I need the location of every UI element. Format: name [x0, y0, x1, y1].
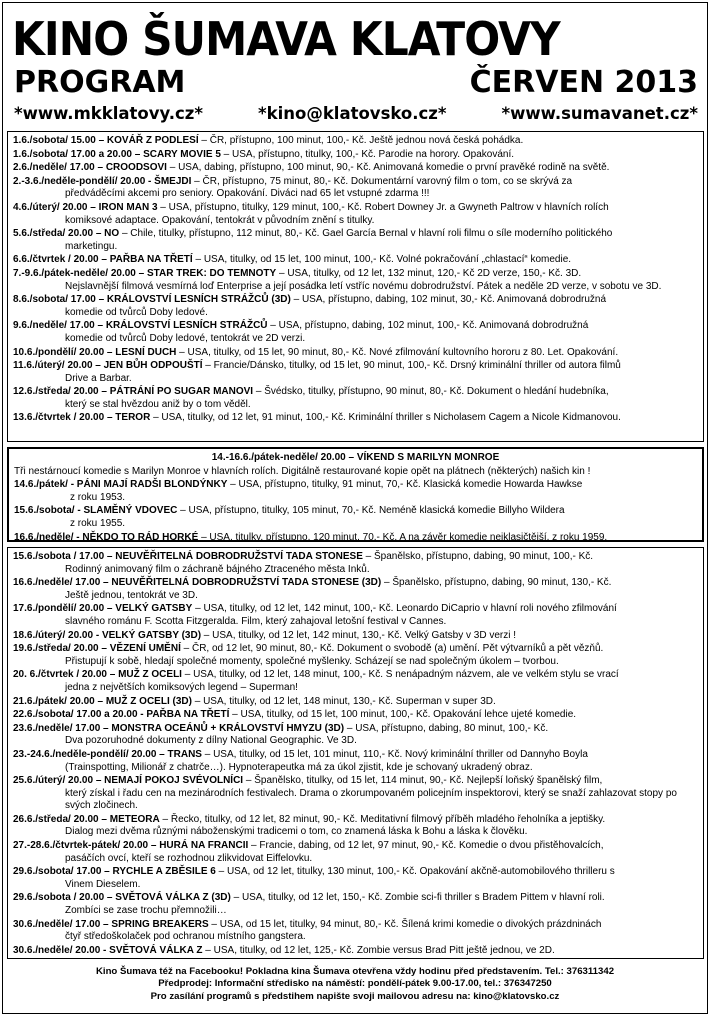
header-links [14, 103, 698, 125]
marilyn-monroe-weekend-box [7, 447, 704, 542]
list-item: 21.6./pátek/ 20.00 – MUŽ Z OCELI (3D) – USA, titulky, od 12 let, 148 minut, 130,- Kč. Superman v super 3D. [13, 695, 496, 707]
list-item: 9.6./neděle/ 17.00 – KRÁLOVSTVÍ LESNÍCH STRÁŽCŮ – USA, přístupno, dabing, 102 minut, 100,- Kč. Animovaná dobrodružná komedie od tvůrců Doby ledové, tentokrát ve 2D verzi. [13, 320, 589, 344]
footer-line-facebook: Kino Šumava též na Facebooku! Pokladna kina Šumava otevřena vždy hodinu před představením. Tel.: 376311342 [95, 966, 615, 977]
list-item: 8.6./sobota/ 17.00 – KRÁLOVSTVÍ LESNÍCH STRÁŽCŮ (3D) – USA, přístupno, dabing, 102 minut, 30,- Kč. Animovaná dobrodružná komedie od tvůrců Doby ledové. [13, 294, 607, 318]
list-item: 15.6./sobota / 17.00 – NEUVĚŘITELNÁ DOBRODRUŽSTVÍ TADA STONESE – Španělsko, přístupno, dabing, 90 minut, 100,- Kč. Rodinný animovaný film o záchraně bájného Ztraceného města Inků. [13, 551, 594, 575]
list-item: 10.6./pondělí/ 20.00 – LESNÍ DUCH – USA, titulky, od 15 let, 90 minut, 80,- Kč. Nové zfilmování kultovního hororu z 80. Let. Opakování. [13, 346, 619, 358]
list-item: 4.6./úterý/ 20.00 – IRON MAN 3 – USA, přístupno, titulky, 129 minut, 100,- Kč. Robert Downey Jr. a Gwyneth Paltrow v hlavních rolích komiksové adaptace. Opakování, tentokrát v původním znění s titulky. [13, 201, 609, 226]
list-item: 12.6./středa/ 20.00 – PÁTRÁNÍ PO SUGAR MANOVI – Švédsko, titulky, přístupno, 90 minut, 80,- Kč. Dokument o hledání hudebníka, který se stal hvězdou aniž by o tom věděl. [13, 386, 609, 410]
page-title: KINO ŠUMAVA KLATOVY [12, 12, 560, 66]
list-item: 19.6./středa/ 20.00 – VĚZENÍ UMĚNÍ – ČR, od 12 let, 90 minut, 80,- Kč. Dokument o svobodě (a) umění. Pět výtvarníků a pět vězňů. Přistupují k sobě, hledají společné momenty, společné myšlenky. Scházejí se nad společným úkolem – tvorbou. [13, 643, 604, 667]
list-item: 17.6./pondělí/ 20.00 – VELKÝ GATSBY – USA, titulky, od 12 let, 142 minut, 100,- Kč. Leonardo DiCaprio v hlavní roli nového zfilmování slavného románu F. Scotta Fitzgeralda. Film, který zahajoval letošní festival v Cannes. [13, 603, 617, 627]
month-heading: ČERVEN 2013 [469, 65, 698, 100]
list-item: 2.-3.6./neděle-pondělí/ 20.00 - ŠMEJDI – ČR, přístupno, 75 minut, 80,- Kč. Dokumentární varovný film o tom, co se skrývá za předváděcími akcemi pro seniory. Opakování. Diváci nad 65 let vstupné zdarma !!! [13, 175, 573, 200]
footer-line-presale: Předprodej: Informační středisko na náměstí: pondělí-pátek 9.00-17.00, tel.: 376347250 [158, 978, 552, 990]
website-link-mkklatovy[interactable]: *www.mkklatovy.cz* [14, 104, 204, 123]
program-list-second [7, 547, 704, 959]
list-item: 2.6./neděle/ 17.00 – CROODSOVI – USA, dabing, přístupno, 100 minut, 90,- Kč. Animovaná komedie o první pravěké rodině na světě. [13, 162, 610, 174]
list-item: 16.6./neděle/ 17.00 – NEUVĚŘITELNÁ DOBRODRUŽSTVÍ TADA STONESE (3D) – Španělsko, přístupno, dabing, 90 minut, 130,- Kč. Ještě jednou, tentokrát ve 3D. [13, 577, 612, 601]
footer [10, 966, 700, 1003]
list-item: 11.6./úterý/ 20.00 – JEN BŮH ODPOUŠTÍ – Francie/Dánsko, titulky, od 15 let, 90 minut, 100,- Kč. Drsný kriminální thriller od autora filmů Drive a Barbar. [13, 360, 621, 384]
list-item: 30.6./neděle/ 20.00 - SVĚTOVÁ VÁLKA Z – USA, titulky, od 12 let, 125,- Kč. Zombie versus Brad Pitt ještě jednou, ve 2D. [13, 944, 555, 956]
list-item: 16.6./neděle/ - NĚKDO TO RÁD HORKÉ – USA, titulky, přístupno, 120 minut, 70,- Kč. A na závěr komedie nejklasičtější, z roku 1959. [14, 531, 608, 543]
list-item: 29.6./sobota/ 17.00 – RYCHLE A ZBĚSILE 6 – USA, od 12 let, titulky, 130 minut, 100,- Kč. Opakování akčně-automobilového thrilleru s Vinem Dieselem. [13, 866, 615, 890]
list-item: 27.-28.6./čtvrtek-pátek/ 20.00 – HURÁ NA FRANCII – Francie, dabing, od 12 let, 97 minut, 90,- Kč. Komedie o dvou přistěhovalcích, pasáčích ovcí, kteří se rozhodnou zlikvidovat Eiffelovku. [13, 840, 604, 864]
list-item: 6.6./čtvrtek / 20.00 – PAŘBA NA TŘETÍ – USA, titulky, od 15 let, 100 minut, 100,- Kč. Volné pokračování „chlastací“ komedie. [13, 254, 572, 266]
list-item: 20. 6./čtvrtek / 20.00 – MUŽ Z OCELI – USA, titulky, od 12 let, 148 minut, 100,- Kč. S nenápadným názvem, ale ve velkém stylu se vrací jedna z největších komiksových legend – Superman! [13, 669, 619, 693]
footer-line-mailing: Pro zasílání programů s předstihem napište svoji mailovou adresu na: kino@klatovsko.cz [150, 990, 560, 1002]
program-heading: PROGRAM [14, 65, 186, 100]
special-heading: 14.-16.6./pátek-neděle/ 20.00 – VÍKEND S MARILYN MONROE [211, 452, 500, 463]
list-item: 25.6./úterý/ 20.00 – NEMAJÍ POKOJ SVÉVOLNÍCI – Španělsko, titulky, od 15 let, 114 minut, 90,- Kč. Nejlepší loňský španělský film, který získal i řadu cen na mezinárodních festivalech. Drama o zkorumpovaném policejním inspektorovi, který se snaží zahlazovat stopy po svých zločinech. [13, 775, 677, 812]
list-item: 30.6./neděle/ 17.00 – SPRING BREAKERS – USA, od 15 let, titulky, 94 minut, 80,- Kč. Šílená krimi komedie o divokých prázdninách čtyř středoškolaček pod ochranou místního gangstera. [13, 918, 602, 943]
special-intro: Tři nestárnoucí komedie s Marilyn Monroe v hlavních rolích. Digitálně restaurované kopie opět na plátnech (některých) našich kin ! [14, 465, 591, 477]
list-item: 22.6./sobota/ 17.00 a 20.00 - PAŘBA NA TŘETÍ – USA, titulky, od 15 let, 100 minut, 100,- Kč. Opakování lehce ujeté komedie. [13, 709, 577, 721]
list-item: 1.6./sobota/ 17.00 a 20.00 – SCARY MOVIE 5 – USA, přístupno, titulky, 100,- Kč. Parodie na horory. Opakování. [13, 148, 515, 160]
list-item: 29.6./sobota / 20.00 – SVĚTOVÁ VÁLKA Z (3D) – USA, titulky, od 12 let, 150,- Kč. Zombie sci-fi thriller s Bradem Pittem v hlavní roli. Zombíci se zase trochu přemnožili… [13, 892, 605, 917]
list-item: 5.6./středa/ 20.00 – NO – Chile, titulky, přístupno, 112 minut, 80,- Kč. Gael García Bernal v hlavní roli filmu o síle moderního politického marketingu. [13, 228, 613, 252]
list-item: 15.6./sobota/ - SLAMĚNÝ VDOVEC – USA, přístupno, titulky, 105 minut, 70,- Kč. Neméně klasická komedie Billyho Wildera z roku 1955. [14, 505, 565, 529]
email-link[interactable]: *kino@klatovsko.cz* [257, 104, 447, 123]
list-item: 23.6./neděle/ 17.00 – MONSTRA OCEÁNŮ + KRÁLOVSTVÍ HMYZU (3D) – USA, přístupno, dabing, 80 minut, 100,- Kč. Dva pozoruhodné dokumenty z dílny National Geographic. Ve 3D. [13, 722, 549, 747]
list-item: 26.6./středa/ 20.00 – METEORA – Řecko, titulky, od 12 let, 82 minut, 90,- Kč. Meditativní filmový příběh mladého řeholníka a jeptišky. Dialog mezi dvěma různými náboženskými tradicemi o tom, co znamená láska k Bohu a láska k člověku. [13, 813, 606, 838]
list-item: 13.6./čtvrtek / 20.00 – TEROR – USA, titulky, od 12 let, 91 minut, 100,- Kč. Kriminální thriller s Nicholasem Cagem a Nicole Kidmanovou. [13, 412, 621, 424]
list-item: 23.-24.6./neděle-pondělí/ 20.00 – TRANS – USA, titulky, od 15 let, 101 minut, 110,- Kč. Nový kriminální thriller od Dannyho Boyla (Trainspotting, Milionář z chatrče…). Hypnoterapeutka má za úkol zjistit, kde je schovaný ukradený obraz. [13, 748, 588, 773]
list-item: 7.-9.6./pátek-neděle/ 20.00 – STAR TREK: DO TEMNOTY – USA, titulky, od 12 let, 132 minut, 120,- Kč 2D verze, 150,- Kč. 3D. Nejslavnější filmová vesmírná loď Enterprise a její posádka letí vstříc novému dobrodružství. Pátek a neděle 2D verze, v sobotu ve 3D. [13, 267, 662, 292]
website-link-sumavanet[interactable]: *www.sumavanet.cz* [501, 104, 698, 123]
program-list-first [7, 131, 704, 442]
list-item: 18.6./úterý/ 20.00 - VELKÝ GATSBY (3D) – USA, titulky, od 12 let, 142 minut, 130,- Kč. Velký Gatsby v 3D verzi ! [13, 629, 516, 641]
list-item: 14.6./pátek/ - PÁNI MAJÍ RADŠI BLONDÝNKY – USA, přístupno, titulky, 91 minut, 70,- Kč. Klasická komedie Howarda Hawkse z roku 1953. [14, 479, 583, 503]
list-item: 1.6./sobota/ 15.00 – KOVÁŘ Z PODLESÍ – ČR, přístupno, 100 minut, 100,- Kč. Ještě jednou nová česká pohádka. [13, 135, 524, 146]
